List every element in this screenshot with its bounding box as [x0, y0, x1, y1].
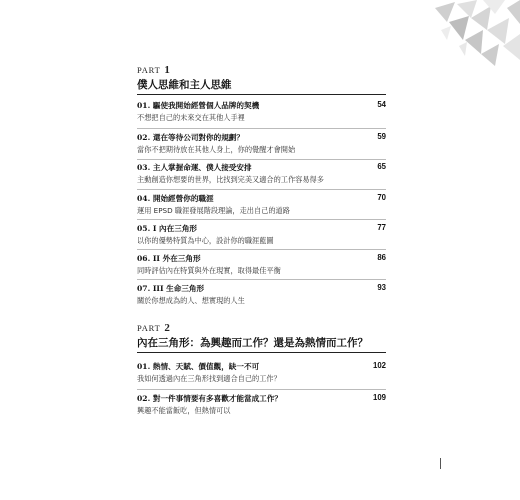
entry-divider [137, 279, 386, 280]
part-number: 1 [164, 64, 171, 76]
part-label-text: PART [137, 323, 161, 333]
part-2-label [137, 322, 171, 334]
entry-subtitle: 運用 EPSD 職涯發展階段理論，走出自己的道路 [137, 206, 290, 215]
entry-divider [137, 159, 386, 160]
entry-title: 02. 對一件事情要有多喜歡才能當成工作？ [137, 394, 282, 403]
entry-page-number: 54 [377, 100, 386, 109]
entry-title: 07. III 生命三角形 [137, 284, 205, 293]
entry-divider [137, 219, 386, 220]
entry-subtitle: 關於你想成為的人、想實現的人生 [137, 296, 245, 305]
part-2-title: 內在三角形：為興趣而工作？還是為熱情而工作？ [137, 337, 368, 349]
entry-page-number: 109 [372, 393, 386, 402]
entry-title: 05. I 內在三角形 [137, 224, 198, 233]
entry-divider [137, 249, 386, 250]
part-1-title: 僕人思維和主人思維 [137, 79, 232, 91]
entry-page-number: 70 [377, 193, 386, 202]
entry-divider [137, 189, 386, 190]
entry-subtitle: 我如何透過內在三角形找到適合自己的工作？ [137, 374, 281, 383]
part-number: 2 [164, 322, 171, 334]
entry-page-number: 86 [377, 253, 386, 262]
entry-title: 03. 主人掌握命運、僕人接受安排 [137, 163, 252, 172]
entry-subtitle: 當你不把期待放在其他人身上，你的覺醒才會開始 [137, 145, 296, 154]
part-1-rule [137, 94, 386, 95]
entry-title: 06. II 外在三角形 [137, 254, 201, 263]
entry-page-number: 65 [377, 162, 386, 171]
entry-title: 01. 驅使我開始經營個人品牌的契機 [137, 101, 260, 110]
entry-subtitle: 主動創造你想要的世界，比找到完美又適合的工作容易得多 [137, 175, 324, 184]
entry-subtitle: 以你的優勢特質為中心，設計你的職涯藍圖 [137, 236, 274, 245]
page-edge-mark [440, 458, 441, 469]
entry-page-number: 93 [377, 283, 386, 292]
entry-page-number: 102 [372, 361, 386, 370]
entry-page-number: 77 [377, 223, 386, 232]
entry-divider [137, 128, 386, 129]
entry-subtitle: 不想把自己的未來交在其他人手裡 [137, 113, 245, 122]
entry-title: 04. 開始經營你的職涯 [137, 194, 214, 203]
part-1-label [137, 64, 171, 76]
entry-subtitle: 同時評估內在特質與外在現實，取得最佳平衡 [137, 266, 281, 275]
part-label-text: PART [137, 65, 161, 75]
entry-subtitle: 興趣不能當飯吃，但熱情可以 [137, 406, 231, 415]
entry-title: 01. 熱情、天賦、價值觀，缺一不可 [137, 362, 260, 371]
entry-title: 02. 還在等待公司對你的規劃？ [137, 133, 244, 142]
entry-divider [137, 389, 386, 390]
entry-page-number: 59 [377, 132, 386, 141]
triangle-pattern-decoration [425, 0, 520, 68]
part-2-rule [137, 352, 386, 353]
